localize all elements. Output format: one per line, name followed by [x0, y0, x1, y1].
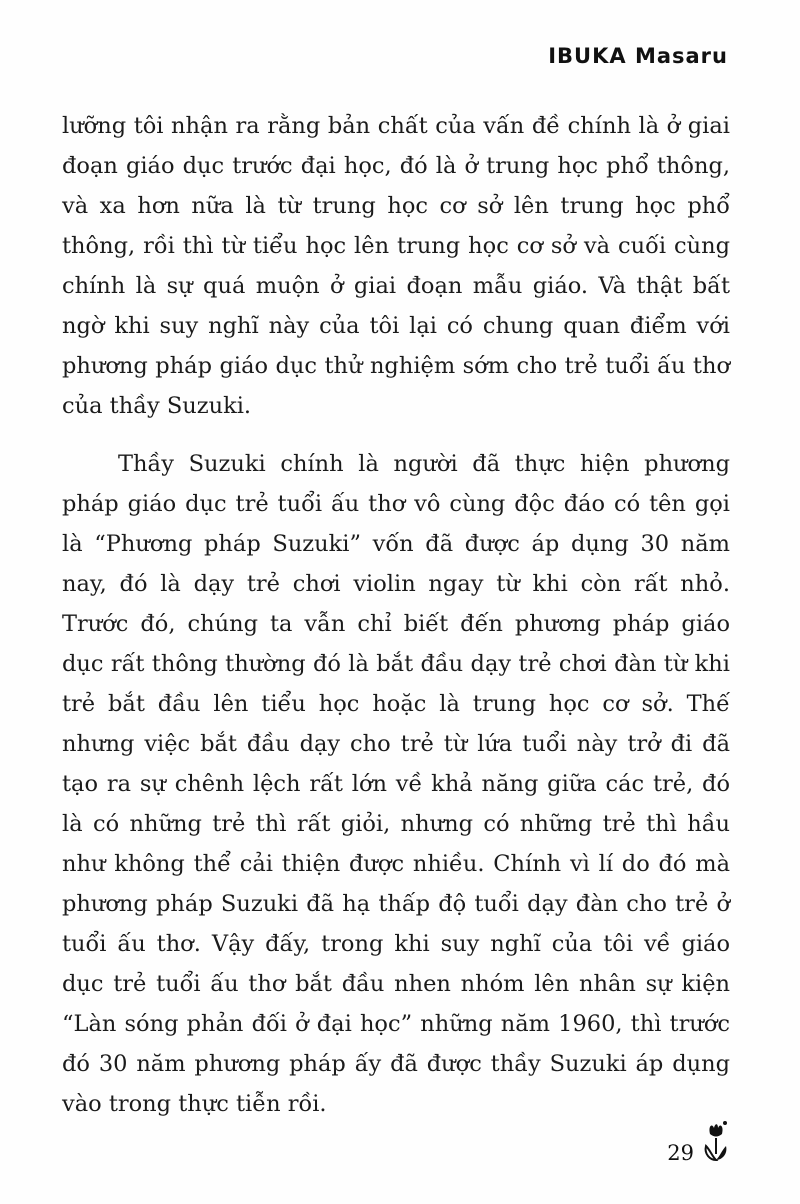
paragraph-suzuki-method: Thầy Suzuki chính là người đã thực hiện phương pháp giáo dục trẻ tuổi ấu thơ vô cùng độc đáo có tên gọi là “Phương pháp Suzuki” vốn đã được áp dụng 30 năm nay, đó là dạy trẻ chơi violin ngay từ khi còn rất nhỏ. Trước đó, chúng ta vẫn chỉ biết đến phương pháp giáo dục rất thông thường đó là bắt đầu dạy trẻ chơi đàn từ khi trẻ bắt đầu lên tiểu học hoặc là trung học cơ sở. Thế nhưng việc bắt đầu dạy cho trẻ từ lứa tuổi này trở đi đã tạo ra sự chênh lệch rất lớn về khả năng giữa các trẻ, đó là có những trẻ thì rất giỏi, nhưng có những trẻ thì hầu như không thể cải thiện được nhiều. Chính vì lí do đó mà phương pháp Suzuki đã hạ thấp độ tuổi dạy đàn cho trẻ ở tuổi ấu thơ. Vậy đấy, trong khi suy nghĩ của tôi về giáo dục trẻ tuổi ấu thơ bắt đầu nhen nhóm lên nhân sự kiện “Làn sóng phản đối ở đại học” những năm 1960, thì trước đó 30 năm phương pháp ấy đã được thầy Suzuki áp dụng vào trong thực tiễn rồi. — [62, 451, 730, 1117]
page-number: 29 — [667, 1141, 694, 1165]
running-head-author: IBUKA Masaru — [548, 44, 728, 68]
body-text — [62, 106, 730, 1124]
flower-icon — [702, 1120, 730, 1164]
page-footer — [667, 1120, 730, 1164]
paragraph-continuation: lưỡng tôi nhận ra rằng bản chất của vấn đề chính là ở giai đoạn giáo dục trước đại học, đó là ở trung học phổ thông, và xa hơn nữa là từ trung học cơ sở lên trung học phổ thông, rồi thì từ tiểu học lên trung học cơ sở và cuối cùng chính là sự quá muộn ở giai đoạn mẫu giáo. Và thật bất ngờ khi suy nghĩ này của tôi lại có chung quan điểm với phương pháp giáo dục thử nghiệm sớm cho trẻ tuổi ấu thơ của thầy Suzuki. — [62, 113, 730, 419]
